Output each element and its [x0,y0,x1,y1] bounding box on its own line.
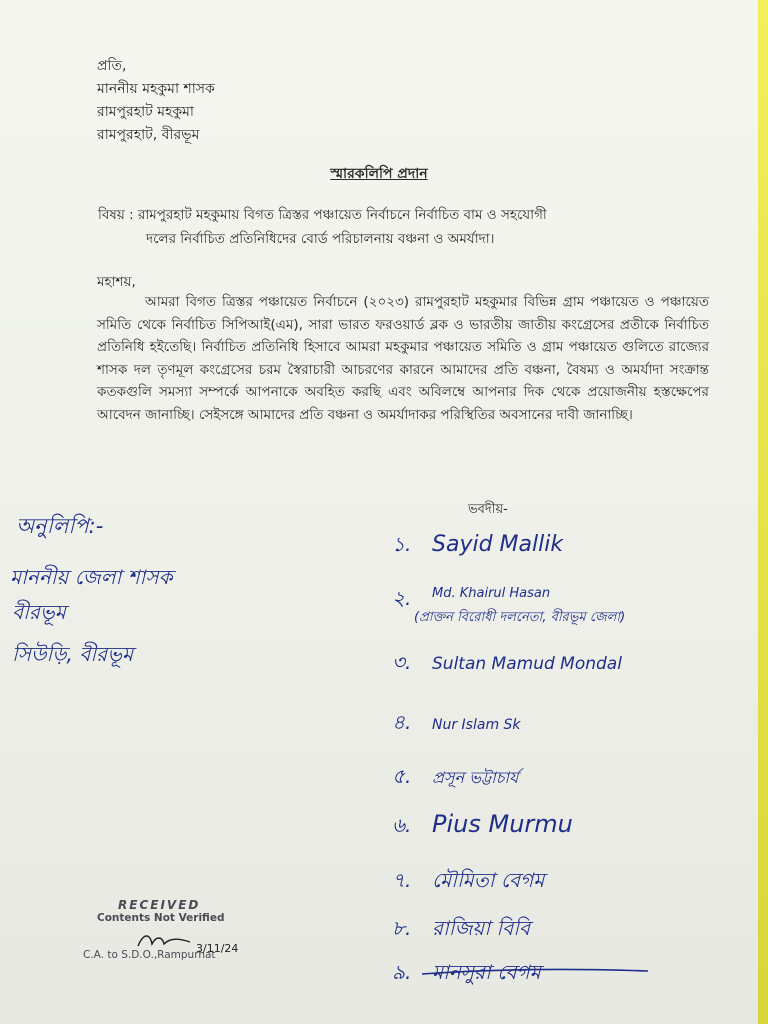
signature: Pius Murmu [432,810,573,838]
signature-row [392,530,563,563]
stamp-not-verified: Contents Not Verified [97,912,225,924]
subject-line: দলের নির্বাচিত প্রতিনিধিদের বোর্ড পরিচালনায় বঞ্চনা ও অমর্যাদা। [146,231,495,247]
address-line: প্রতি, [97,58,127,74]
signature-row [392,762,518,795]
signature-row [392,914,530,947]
yours-faithfully: ভবদীয়- [468,502,508,517]
signature: Sultan Mamud Mondal [432,654,622,674]
address-line: রামপুরহাট মহকুমা [97,104,194,120]
signature-number: ৪. [392,710,412,734]
document-title: স্মারকলিপি প্রদান [330,166,428,182]
signature: প্রসূন ভট্টাচার্য [432,768,519,787]
copy-to-line: মাননীয় জেলা শাসক [10,565,173,589]
signature-number: ১. [392,532,412,556]
signature: Nur Islam Sk [432,717,521,733]
signature: মানসুরা বেগম [432,960,541,984]
signature-row [392,708,521,741]
body-paragraph: আমরা বিগত ত্রিস্তর পঞ্চায়েত নির্বাচনে (২০২৩) রামপুরহাট মহকুমার বিভিন্ন গ্রাম পঞ্চায়েত ও পঞ্চায়েত সমিতি থেকে নির্বাচিত সিপিআই(এম), সারা ভারত ফরওয়ার্ড ব্লক ও ভারতীয় জাতীয় কংগ্রেসের প্রতীকে নির্বাচিত প্রতিনিধি হইতেছি। নির্বাচিত প্রতিনিধি হিসাবে আমরা মহকুমার পঞ্চায়েত সমিতি ও গ্রাম পঞ্চায়েত গুলিতে রাজ্যের শাসক দল তৃণমূল কংগ্রেসের চরম স্বৈরাচারী আচরণের কারনে আমাদের প্রতি বঞ্চনা, বৈষম্য ও অমর্যাদা সংক্রান্ত কতকগুলি সমস্যা সম্পর্কে আপনাকে অবহিত করছি এবং অবিলম্বে আপনার দিক থেকে প্রয়োজনীয় হস্তক্ষেপের আবেদন জানাচ্ছি। সেইসঙ্গে আমাদের প্রতি বঞ্চনা ও অমর্যাদাকর পরিস্থিতির অবসানের দাবী জানাচ্ছি। [97,294,709,423]
signature-note: (প্রাক্তন বিরোধী দলনেতা, বীরভূম জেলা) [414,610,626,625]
subject [98,203,698,251]
signature-number: ৬. [392,813,412,837]
signature-row [392,648,622,681]
stamp-received: RECEIVED [118,898,201,912]
address-line: রামপুরহাট, বীরভূম [97,127,200,143]
stamp-date: 3/11/24 [196,942,239,955]
subject-line: বিষয় : রামপুরহাট মহকুমায় বিগত ত্রিস্তর পঞ্চায়েত নির্বাচনে নির্বাচিত বাম ও সহযোগী [98,207,547,223]
signature: Md. Khairul Hasan [432,586,551,601]
stamp-office: C.A. to S.D.O.,Rampurhat [83,949,216,961]
signature: Sayid Mallik [432,532,564,557]
background-edge [758,0,768,1024]
signature-number: ৩. [392,650,412,674]
signature-number: ৫. [392,764,412,788]
copy-to-heading: অনুলিপি:- [16,514,104,538]
signature: রাজিয়া বিবি [432,916,531,940]
address-line: মাননীয় মহকুমা শাসক [97,81,215,97]
signature-number: ২. [392,586,412,610]
copy-to-line: সিউড়ি, বীরভূম [12,642,134,666]
signature-number: ৯. [392,960,412,984]
copy-to-line: বীরভূম [12,600,66,624]
signature-number: ৮. [392,916,412,940]
stamp-initials [134,930,194,954]
signature: মৌমিতা বেগম [432,868,545,892]
signature-row [392,866,544,899]
signature-row [392,810,573,844]
salutation: মহাশয়, [97,274,136,290]
recipient-address [97,55,215,147]
signature-underline [420,962,650,982]
signature-number: ৭. [392,868,412,892]
